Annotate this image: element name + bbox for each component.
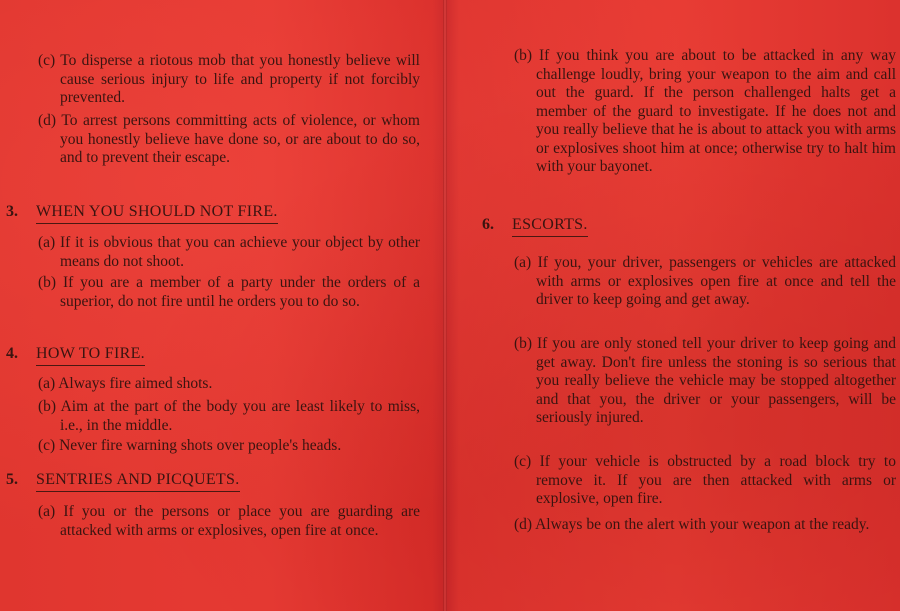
right-page <box>450 0 900 611</box>
section-title: SENTRIES AND PICQUETS. <box>36 470 240 492</box>
item-b: (b) If you think you are about to be attacked in any way challenge loudly, bring your weapon to the aim and call out the guard. If the person challenged halts get a member of the guard to investigate. If he does not and you really believe that he is about to attack you with arms or explosives shoot him at once; otherwise try to halt him with your bayonet. <box>514 47 896 175</box>
section-title: ESCORTS. <box>512 215 588 237</box>
section-6-item-d: (d) Always be on the alert with your weapon at the ready. <box>514 516 870 533</box>
section-3-item-b: (b) If you are a member of a party under the orders of a superior, do not fire until he orders you to do so. <box>38 274 420 310</box>
section-6-item-b: (b) If you are only stoned tell your driver to keep going and get away. Don't fire unless the stoning is so serious that you really believe the vehicle may be stopped altogether and that you, the driver or your passengers, will be seriously injured. <box>514 335 896 426</box>
section-3-item-a: (a) If it is obvious that you can achieve your object by other means do not shoot. <box>38 234 420 270</box>
section-5-item-a: (a) If you or the persons or place you are guarding are attacked with arms or explosives, open fire at once. <box>38 503 420 539</box>
center-fold <box>443 0 447 611</box>
section-4-item-c: (c) Never fire warning shots over people's heads. <box>38 437 342 454</box>
section-4-item-b: (b) Aim at the part of the body you are least likely to miss, i.e., in the middle. <box>38 398 420 434</box>
section-4-item-a: (a) Always fire aimed shots. <box>38 375 213 392</box>
section-title: WHEN YOU SHOULD NOT FIRE. <box>36 202 278 224</box>
section-number: 4. <box>6 345 18 362</box>
section-number: 3. <box>6 203 18 220</box>
section-6-item-c: (c) If your vehicle is obstructed by a road block try to remove it. If you are then attacked with arms or explosive, open fire. <box>514 453 896 507</box>
item-c: (c) To disperse a riotous mob that you honestly believe will cause serious injury to life and property if not forcibly prevented. <box>38 52 420 106</box>
left-page <box>0 0 440 611</box>
section-number: 6. <box>482 216 494 233</box>
section-6-item-a: (a) If you, your driver, passengers or vehicles are attacked with arms or explosives open fire at once and tell the driver to keep going and get away. <box>514 254 896 308</box>
item-d: (d) To arrest persons committing acts of violence, or whom you honestly believe have done so, or are about to do so, and to prevent their escape. <box>38 112 420 166</box>
section-number: 5. <box>6 471 18 488</box>
section-title: HOW TO FIRE. <box>36 344 145 366</box>
